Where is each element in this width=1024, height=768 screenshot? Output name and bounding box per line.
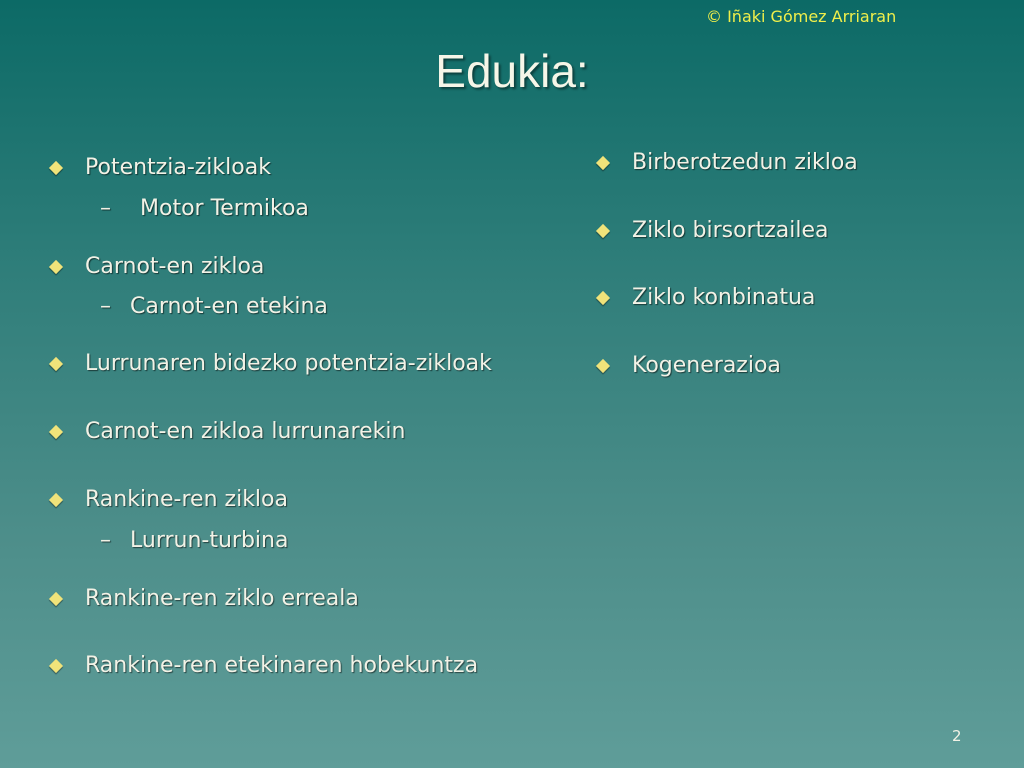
- diamond-bullet-icon: [49, 161, 63, 175]
- diamond-bullet-icon: [596, 224, 610, 238]
- slide-title: Edukia:: [435, 45, 589, 97]
- diamond-bullet-icon: [596, 291, 610, 305]
- dash-icon: –: [100, 528, 111, 553]
- sub-item-carnot-etekina: Carnot-en etekina: [130, 294, 328, 319]
- diamond-bullet-icon: [49, 493, 63, 507]
- list-item-lurrunaren-potentzia: Lurrunaren bidezko potentzia-zikloak: [85, 351, 492, 376]
- diamond-bullet-icon: [49, 592, 63, 606]
- list-item-birsortzailea: Ziklo birsortzailea: [632, 218, 829, 243]
- diamond-bullet-icon: [49, 260, 63, 274]
- sub-item-motor-termikoa: Motor Termikoa: [140, 196, 309, 221]
- list-item-kogenerazioa: Kogenerazioa: [632, 353, 781, 378]
- diamond-bullet-icon: [596, 359, 610, 373]
- list-item-konbinatua: Ziklo konbinatua: [632, 285, 816, 310]
- sub-item-lurrun-turbina: Lurrun-turbina: [130, 528, 289, 553]
- copyright-text: © Iñaki Gómez Arriaran: [706, 7, 897, 26]
- dash-icon: –: [100, 196, 111, 221]
- diamond-bullet-icon: [596, 156, 610, 170]
- list-item-potentzia-zikloak: Potentzia-zikloak: [85, 155, 271, 180]
- list-item-rankine-hobekuntza: Rankine-ren etekinaren hobekuntza: [85, 653, 479, 678]
- dash-icon: –: [100, 294, 111, 319]
- list-item-rankine-zikloa: Rankine-ren zikloa: [85, 487, 288, 512]
- diamond-bullet-icon: [49, 357, 63, 371]
- list-item-carnot-zikloa: Carnot-en zikloa: [85, 254, 265, 279]
- diamond-bullet-icon: [49, 659, 63, 673]
- list-item-carnot-lurrunarekin: Carnot-en zikloa lurrunarekin: [85, 419, 406, 444]
- list-item-birberotzedun: Birberotzedun zikloa: [632, 150, 858, 175]
- diamond-bullet-icon: [49, 425, 63, 439]
- page-number: 2: [952, 727, 962, 745]
- list-item-rankine-erreala: Rankine-ren ziklo erreala: [85, 586, 359, 611]
